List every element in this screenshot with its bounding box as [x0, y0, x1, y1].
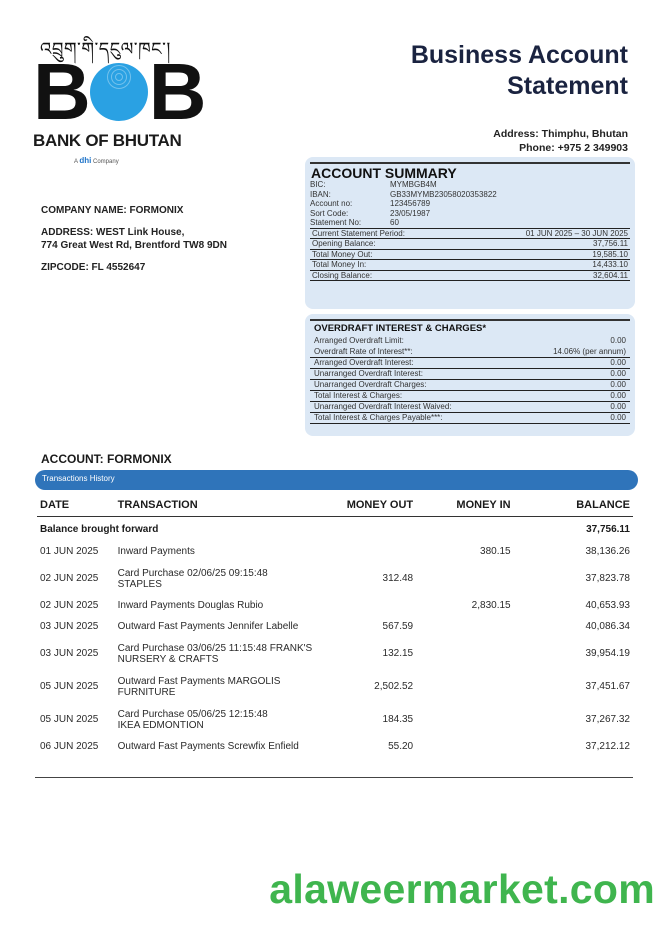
table-row	[37, 637, 633, 670]
tx-description-line-2: IKEA EDMONTION	[117, 719, 204, 731]
summary-value: 01 JUN 2025 – 30 JUN 2025	[525, 228, 628, 238]
overdraft-row	[310, 379, 630, 390]
overdraft-row	[310, 390, 630, 401]
account-detail-row	[310, 218, 630, 228]
tx-description	[118, 546, 322, 557]
tx-description	[118, 568, 322, 590]
overdraft-value: 0.00	[610, 358, 626, 367]
col-balance: BALANCE	[576, 499, 630, 511]
overdraft-label: Arranged Overdraft Limit:	[314, 336, 404, 345]
tx-description-line-1: Card Purchase 02/06/25 09:15:48	[117, 567, 268, 579]
tx-balance: 37,267.32	[585, 714, 630, 725]
tx-description-line-1: Inward Payments Douglas Rubio	[117, 600, 264, 611]
tx-description-line-1: Card Purchase 05/06/25 12:15:48	[117, 708, 268, 720]
table-row	[37, 703, 633, 736]
tx-description-line-1: Outward Fast Payments MARGOLIS	[117, 675, 281, 687]
tx-date: 01 JUN 2025	[40, 546, 99, 557]
tx-description-line-1: Outward Fast Payments Screwfix Enfield	[117, 741, 299, 752]
summary-label: Closing Balance:	[312, 270, 373, 280]
account-heading: ACCOUNT: FORMONIX	[41, 452, 172, 466]
table-bottom-rule	[35, 777, 633, 778]
tx-description-line-2: NURSERY & CRAFTS	[117, 653, 219, 665]
detail-value: GB33MYMB23058020353822	[390, 189, 497, 199]
detail-label: Account no:	[310, 199, 353, 209]
overdraft-rows	[310, 357, 630, 424]
overdraft-panel	[305, 314, 635, 436]
tx-date: 02 JUN 2025	[40, 600, 99, 611]
tagline-suffix: Company	[93, 159, 119, 165]
overdraft-title: OVERDRAFT INTEREST & CHARGES*	[310, 319, 630, 335]
summary-value: 19,585.10	[592, 249, 628, 259]
overdraft-value: 0.00	[610, 402, 626, 411]
tx-date: 03 JUN 2025	[40, 621, 99, 632]
summary-label: Opening Balance:	[312, 239, 376, 249]
logo-circle-icon	[90, 63, 148, 121]
tx-description	[118, 676, 322, 698]
summary-row	[310, 238, 630, 249]
summary-value: 32,604.11	[593, 270, 628, 280]
company-address-line-2: 774 Great West Rd, Brentford TW8 9DN	[41, 240, 227, 251]
bank-contact	[493, 127, 628, 155]
summary-label: Total Money In:	[312, 260, 367, 270]
summary-rows	[310, 228, 630, 282]
transactions-history-bar	[35, 470, 638, 490]
col-transaction: TRANSACTION	[117, 499, 198, 511]
overdraft-value: 0.00	[610, 380, 626, 389]
account-detail-row	[310, 209, 630, 219]
tx-description	[118, 741, 322, 752]
col-money-out: MONEY OUT	[346, 499, 414, 511]
tx-date: 06 JUN 2025	[40, 741, 99, 752]
summary-row	[310, 228, 630, 239]
table-row	[37, 670, 633, 703]
transactions-table	[37, 494, 633, 757]
summary-row	[310, 249, 630, 260]
summary-row	[310, 270, 630, 282]
table-row	[37, 616, 633, 637]
summary-label: Current Statement Period:	[312, 228, 405, 238]
tx-balance: 38,136.26	[585, 546, 630, 557]
brought-forward-balance: 37,756.11	[586, 523, 630, 535]
tx-description-line-1: Card Purchase 03/06/25 11:15:48 FRANK'S	[117, 642, 313, 654]
overdraft-label: Total Interest & Charges:	[314, 391, 403, 400]
summary-label: Total Money Out:	[312, 249, 373, 259]
tx-date: 03 JUN 2025	[40, 648, 99, 659]
tx-date: 02 JUN 2025	[40, 573, 99, 584]
overdraft-value: 0.00	[610, 336, 626, 345]
tx-money-out: 312.48	[382, 573, 414, 584]
tx-money-out: 184.35	[382, 714, 414, 725]
detail-value: 60	[390, 218, 399, 228]
overdraft-label: Unarranged Overdraft Interest Waived:	[314, 402, 452, 411]
watermark: alaweermarket.com	[269, 866, 655, 912]
detail-value: MYMBGB4M	[390, 180, 437, 189]
overdraft-label: Unarranged Overdraft Interest:	[314, 369, 423, 378]
tx-description-line-2: STAPLES	[117, 578, 162, 590]
summary-value: 14,433.10	[592, 260, 628, 270]
bank-name: BANK OF BHUTAN	[33, 131, 182, 150]
overdraft-label: Total Interest & Charges Payable***:	[314, 413, 443, 422]
company-info	[41, 204, 227, 283]
tx-description	[118, 709, 322, 731]
tx-description-line-1: Outward Fast Payments Jennifer Labelle	[117, 621, 299, 632]
tx-balance: 37,451.67	[585, 681, 630, 692]
tx-date: 05 JUN 2025	[40, 714, 99, 725]
logo-letter-b2: B	[148, 47, 205, 136]
overdraft-label: Arranged Overdraft Interest:	[314, 358, 414, 367]
company-zipcode: ZIPCODE: FL 4552647	[41, 262, 146, 273]
tx-money-out: 55.20	[388, 741, 414, 752]
company-name: COMPANY NAME: FORMONIX	[41, 205, 184, 216]
company-address-line-1: ADDRESS: WEST Link House,	[41, 227, 185, 238]
logo-letter-b1: B	[33, 47, 89, 136]
tx-balance: 40,086.34	[585, 621, 630, 632]
overdraft-row	[310, 412, 630, 424]
overdraft-row	[310, 401, 630, 412]
overdraft-plain-rows	[310, 335, 630, 357]
tx-date: 05 JUN 2025	[40, 681, 99, 692]
detail-value: 23/05/1987	[390, 208, 431, 218]
account-detail-row	[310, 180, 630, 190]
transactions-history-label: Transactions History	[42, 474, 115, 483]
dhi-logo-text: dhi	[79, 156, 92, 165]
tx-description	[118, 600, 322, 611]
balance-brought-forward-row	[37, 517, 633, 541]
table-row	[37, 562, 633, 595]
tx-balance: 40,653.93	[585, 600, 630, 611]
account-detail-row	[310, 199, 630, 209]
account-details	[310, 180, 630, 228]
tx-description-line-1: Inward Payments	[117, 546, 195, 557]
tx-money-out: 2,502.52	[374, 681, 414, 692]
overdraft-row	[310, 368, 630, 379]
tx-money-in: 2,830.15	[471, 600, 511, 611]
tx-description	[118, 621, 322, 632]
tx-money-out: 132.15	[382, 648, 414, 659]
overdraft-row	[310, 357, 630, 368]
parent-company-tagline	[74, 156, 119, 165]
table-header	[37, 494, 633, 517]
tx-money-in: 380.15	[480, 546, 511, 557]
account-summary-title: ACCOUNT SUMMARY	[310, 162, 630, 180]
summary-value: 37,756.11	[593, 239, 628, 249]
tx-balance: 37,212.12	[585, 741, 630, 752]
page-title	[411, 40, 628, 102]
bank-address: Address: Thimphu, Bhutan	[493, 128, 628, 140]
detail-value: 123456789	[390, 199, 431, 209]
detail-label: Statement No:	[310, 218, 362, 228]
transaction-rows	[37, 541, 633, 757]
account-detail-row	[310, 190, 630, 200]
overdraft-value: 0.00	[610, 413, 626, 422]
overdraft-value: 14.06% (per annum)	[553, 347, 626, 356]
title-line-1: Business Account	[410, 41, 628, 69]
tx-description	[118, 643, 322, 665]
brought-forward-label: Balance brought forward	[40, 523, 159, 535]
detail-label: IBAN:	[310, 189, 331, 199]
summary-row	[310, 259, 630, 270]
table-row	[37, 541, 633, 562]
company-address	[41, 226, 227, 252]
detail-label: BIC:	[310, 180, 326, 189]
overdraft-label: Overdraft Rate of Interest**:	[314, 347, 413, 356]
detail-label: Sort Code:	[310, 208, 349, 218]
col-date: DATE	[40, 499, 70, 511]
table-row	[37, 736, 633, 757]
overdraft-value: 0.00	[610, 369, 626, 378]
overdraft-row	[310, 335, 630, 346]
account-summary-panel	[305, 157, 635, 309]
table-row	[37, 595, 633, 616]
title-line-2: Statement	[507, 72, 628, 100]
bank-phone: Phone: +975 2 349903	[519, 142, 628, 154]
overdraft-row	[310, 346, 630, 357]
tx-balance: 37,823.78	[585, 573, 630, 584]
tx-money-out: 567.59	[382, 621, 414, 632]
bank-tibetan-name: འབྲུག་གི་དངུལ་ཁང་།	[40, 39, 171, 60]
overdraft-value: 0.00	[610, 391, 626, 400]
tagline-prefix: A	[74, 159, 78, 165]
col-money-in: MONEY IN	[456, 499, 511, 511]
overdraft-label: Unarranged Overdraft Charges:	[314, 380, 427, 389]
tx-balance: 39,954.19	[585, 648, 630, 659]
tx-description-line-2: FURNITURE	[117, 686, 176, 698]
